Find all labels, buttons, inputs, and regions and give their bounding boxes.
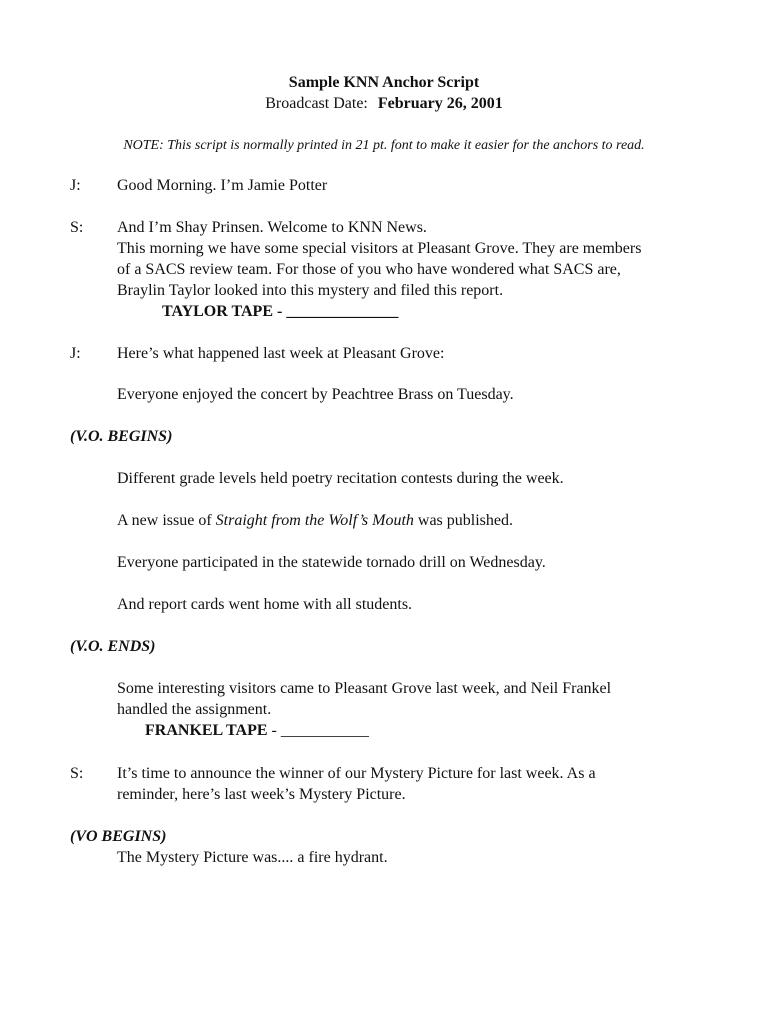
script-line: Braylin Taylor looked into this mystery and filed this report. — [117, 282, 504, 299]
taylor-tape-cue — [162, 301, 398, 322]
script-line: Some interesting visitors came to Pleasant Grove last week, and Neil Frankel — [117, 680, 612, 697]
script-line: Here’s what happened last week at Pleasant Grove: — [117, 345, 445, 362]
tape-blank: ___________ — [280, 722, 369, 739]
script-line: The Mystery Picture was.... a fire hydrant. — [117, 849, 388, 866]
broadcast-date-value: February 26, 2001 — [377, 95, 503, 112]
script-line: And I’m Shay Prinsen. Welcome to KNN News. — [117, 219, 427, 236]
speaker-label: J: — [70, 177, 81, 194]
speaker-label: J: — [70, 345, 81, 362]
tape-blank: ______________ — [286, 303, 399, 320]
publication-title: Straight from the Wolf’s Mouth — [215, 512, 414, 529]
script-line: of a SACS review team. For those of you who have wondered what SACS are, — [117, 261, 621, 278]
tape-label: FRANKEL TAPE — [145, 722, 268, 739]
document-title: Sample KNN Anchor Script — [288, 74, 480, 91]
speaker-label: S: — [70, 765, 84, 782]
script-line: Good Morning. I’m Jamie Potter — [117, 177, 328, 194]
font-note: NOTE: This script is normally printed in 21 pt. font to make it easier for the anchors to read. — [123, 138, 645, 153]
vo-item-text: was published. — [413, 512, 513, 529]
script-line: reminder, here’s last week’s Mystery Picture. — [117, 786, 406, 803]
script-line: This morning we have some special visitors at Pleasant Grove. They are members — [117, 240, 642, 257]
vo-item: Everyone participated in the statewide tornado drill on Wednesday. — [117, 554, 546, 571]
vo-ends-cue: (V.O. ENDS) — [70, 638, 156, 655]
vo-item: Different grade levels held poetry recitation contests during the week. — [117, 470, 564, 487]
vo-item — [117, 510, 513, 531]
broadcast-date-line — [0, 93, 768, 114]
script-line: handled the assignment. — [117, 701, 272, 718]
vo-begins-cue: (V.O. BEGINS) — [70, 428, 173, 445]
vo-begins-cue: (VO BEGINS) — [70, 828, 167, 845]
vo-item-text: A new issue of — [117, 512, 216, 529]
vo-item: And report cards went home with all students. — [117, 596, 413, 613]
broadcast-date-label: Broadcast Date: — [265, 95, 368, 112]
speaker-label: S: — [70, 219, 84, 236]
script-line: Everyone enjoyed the concert by Peachtree Brass on Tuesday. — [117, 386, 514, 403]
tape-label: TAYLOR TAPE - — [162, 303, 287, 320]
tape-separator: - — [267, 722, 281, 739]
script-line: It’s time to announce the winner of our Mystery Picture for last week. As a — [117, 765, 596, 782]
frankel-tape-cue — [145, 720, 369, 741]
